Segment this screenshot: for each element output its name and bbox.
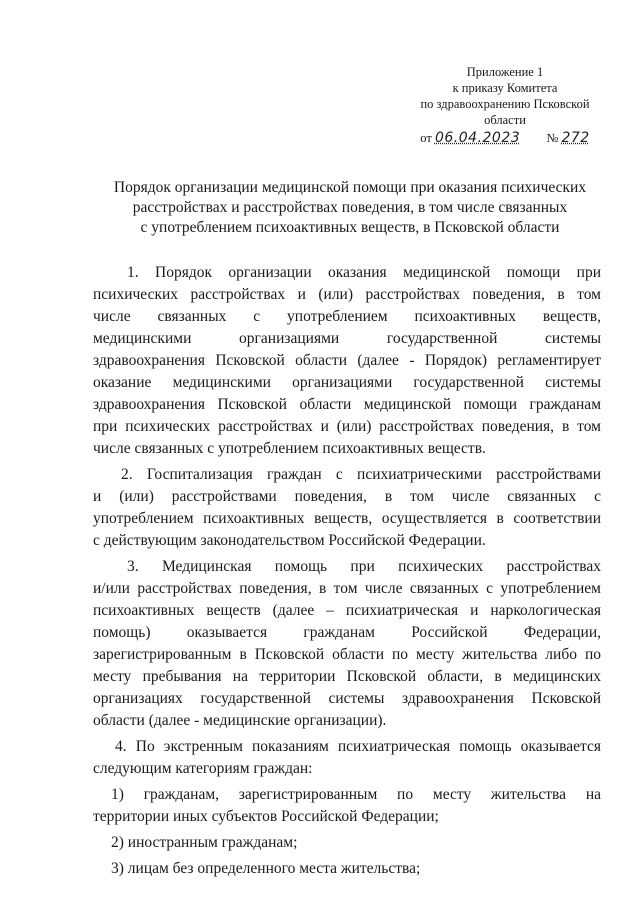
- number-prefix: №: [546, 131, 559, 145]
- document-title: [80, 178, 620, 238]
- document-body: [93, 262, 601, 880]
- p4-line: 4. По экстренным показаниям психиатрическая помощь оказывается: [115, 738, 601, 755]
- p2-line: употреблением психоактивных веществ, осуществляется в соответствии: [93, 510, 601, 527]
- p4-line: следующим категориям граждан:: [93, 760, 313, 777]
- p2-line: и (или) расстройствами поведения, в том числе связанных с: [93, 488, 601, 505]
- p3-line: 3. Медицинская помощь при психических расстройствах: [127, 558, 601, 575]
- paragraph-1: [93, 262, 601, 460]
- p1-line: оказание медицинскими организациями государственной системы: [93, 374, 601, 391]
- title-line-2: расстройствах и расстройствах поведения, в том числе связанных: [132, 199, 568, 216]
- item1-line: территории иных субъектов Российской Федерации;: [93, 808, 439, 825]
- p1-line: здравоохранения Псковской области медицинской помощи гражданам: [93, 396, 601, 413]
- paragraph-3: [93, 556, 601, 732]
- annex-date-line: [395, 130, 615, 146]
- annex-line-3: по здравоохранению Псковской: [420, 97, 590, 111]
- p1-line: 1. Порядок организации оказания медицинской помощи при: [127, 264, 601, 281]
- handwritten-number: 272: [561, 130, 590, 146]
- p2-line: 2. Госпитализация граждан с психиатрическими расстройствами: [121, 466, 601, 483]
- p1-line: психических расстройствах и (или) расстройствах поведения, в том: [93, 286, 601, 303]
- annex-line-4: области: [484, 113, 526, 127]
- p1-line: числе связанных с употреблением психоактивных веществ.: [93, 440, 486, 457]
- p3-line: месту пребывания на территории Псковской области, в медицинских: [93, 668, 601, 685]
- annex-block: [395, 64, 615, 146]
- paragraph-2: [93, 464, 601, 552]
- p3-line: психоактивных веществ (далее – психиатрическая и наркологическая: [93, 602, 601, 619]
- p1-line: медицинскими организациями государственной системы: [93, 330, 601, 347]
- title-line-3: с употреблением психоактивных веществ, в Псковской области: [140, 219, 560, 236]
- p1-line: здравоохранения Псковской области (далее - Порядок) регламентирует: [93, 352, 601, 369]
- p3-line: области (далее - медицинские организации).: [93, 712, 387, 729]
- p3-line: зарегистрированным в Псковской области по месту жительства либо по: [93, 646, 601, 663]
- p3-line: и/или расстройствах поведения, в том числе связанных с употреблением: [93, 580, 601, 597]
- p1-line: числе связанных с употреблением психоактивных веществ,: [93, 308, 601, 325]
- handwritten-date: 06.04.2023: [434, 130, 521, 146]
- title-line-1: Порядок организации медицинской помощи при оказания психических: [113, 179, 587, 196]
- list-item-1: [93, 784, 601, 828]
- item1-line: 1) гражданам, зарегистрированным по месту жительства на: [111, 786, 601, 803]
- date-prefix: от: [420, 131, 432, 145]
- list-item-2: 2) иностранным гражданам;: [111, 834, 298, 851]
- paragraph-4: [93, 736, 601, 780]
- annex-line-1: Приложение 1: [466, 65, 544, 79]
- annex-line-2: к приказу Комитета: [452, 81, 558, 95]
- p1-line: при психических расстройствах и (или) расстройствах поведения, в том: [93, 418, 601, 435]
- list-item-3: 3) лицам без определенного места жительства;: [111, 860, 421, 877]
- p3-line: помощь) оказывается гражданам Российской Федерации,: [93, 624, 601, 641]
- p2-line: с действующим законодательством Российской Федерации.: [93, 532, 486, 549]
- p3-line: организациях государственной системы здравоохранения Псковской: [93, 690, 601, 707]
